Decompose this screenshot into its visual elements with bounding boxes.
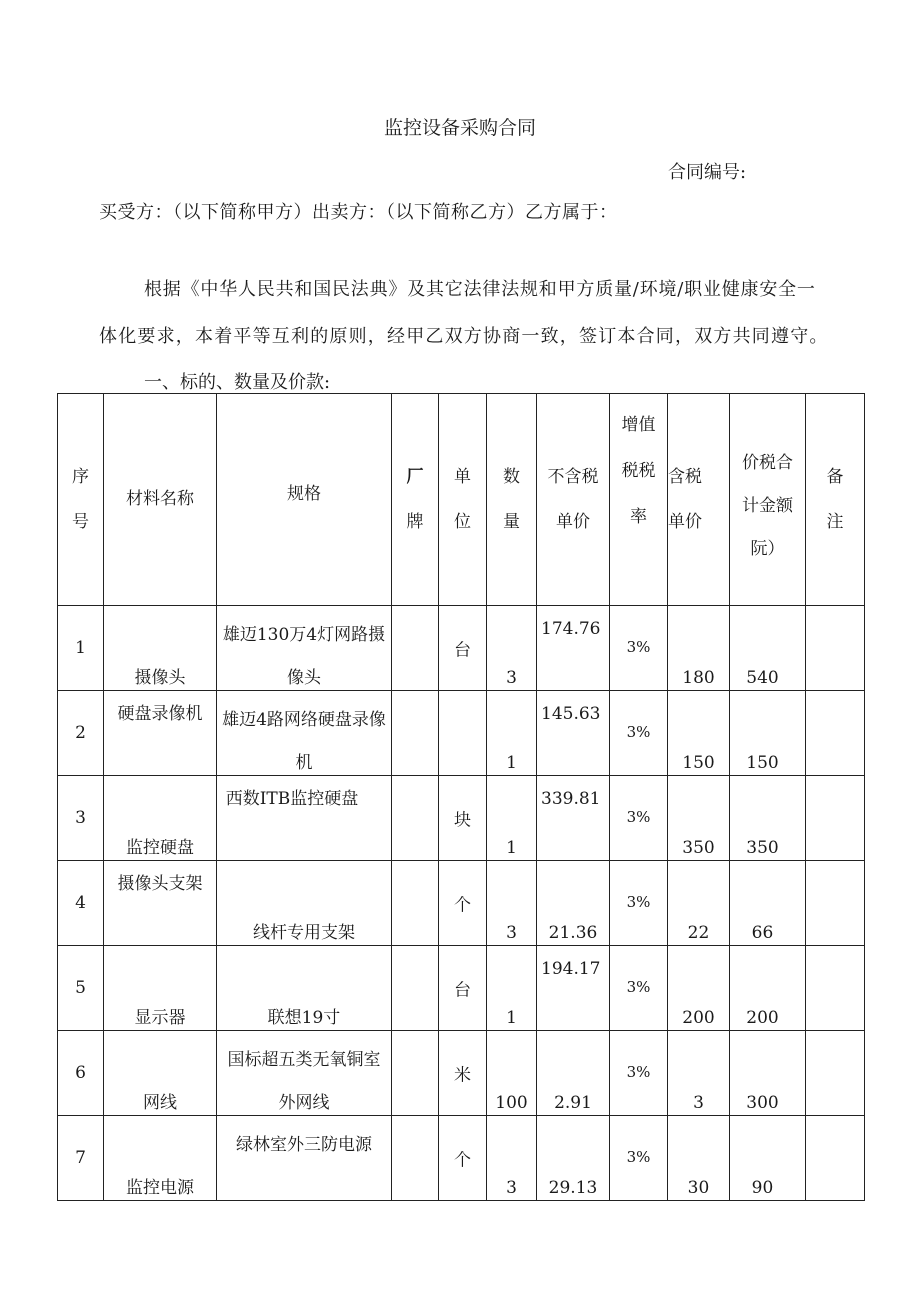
cell-seq: 5: [58, 946, 104, 1031]
cell-price-ex: 29.13: [537, 1116, 610, 1201]
cell-price-ex: 339.81: [537, 776, 610, 861]
preamble-line-2: 体化要求，本着平等互利的原则，经甲乙双方协商一致，签订本合同，双方共同遵守。: [99, 326, 829, 347]
cell-price-ex: 145.63: [537, 691, 610, 776]
cell-price-ex: 2.91: [537, 1031, 610, 1116]
table-row: [58, 606, 865, 691]
cell-brand: [392, 691, 439, 776]
cell-remark: [806, 1031, 865, 1116]
header-name: 材料名称: [104, 394, 217, 606]
contract-number-label: 合同编号:: [668, 162, 747, 183]
cell-total: 90: [730, 1116, 806, 1201]
table-header-row: [58, 394, 865, 606]
cell-total: 540: [730, 606, 806, 691]
header-seq: 序 号: [58, 394, 104, 606]
cell-spec: 联想19寸: [217, 946, 392, 1031]
cell-vat: 3%: [610, 606, 668, 691]
header-price-in: 含税 单价: [668, 394, 730, 606]
cell-spec: 雄迈130万4灯网路摄像头: [217, 606, 392, 691]
cell-remark: [806, 861, 865, 946]
cell-qty: 3: [487, 861, 537, 946]
header-vat: 增值 税税 率: [610, 394, 668, 606]
table-row: [58, 861, 865, 946]
cell-brand: [392, 1031, 439, 1116]
cell-vat: 3%: [610, 691, 668, 776]
cell-name: 监控电源: [104, 1116, 217, 1201]
cell-spec: 西数ITB监控硬盘: [217, 776, 392, 861]
cell-vat: 3%: [610, 861, 668, 946]
cell-unit: 米: [439, 1031, 487, 1116]
cell-seq: 4: [58, 861, 104, 946]
header-price-ex: 不含税 单价: [537, 394, 610, 606]
cell-price-ex: 21.36: [537, 861, 610, 946]
cell-price-in: 150: [668, 691, 730, 776]
cell-seq: 1: [58, 606, 104, 691]
table-row: [58, 776, 865, 861]
cell-price-ex: 174.76: [537, 606, 610, 691]
cell-spec: 线杆专用支架: [217, 861, 392, 946]
cell-brand: [392, 606, 439, 691]
header-spec: 规格: [217, 394, 392, 606]
cell-remark: [806, 776, 865, 861]
header-unit: 单 位: [439, 394, 487, 606]
cell-unit: 块: [439, 776, 487, 861]
cell-qty: 1: [487, 691, 537, 776]
cell-spec: 国标超五类无氧铜室外网线: [217, 1031, 392, 1116]
cell-unit: 个: [439, 1116, 487, 1201]
cell-name: 摄像头支架: [104, 861, 217, 946]
cell-price-in: 30: [668, 1116, 730, 1201]
preamble-line-1: 根据《中华人民共和国民法典》及其它法律法规和甲方质量/环境/职业健康安全一: [144, 279, 816, 300]
table-row: [58, 1031, 865, 1116]
table-row: [58, 691, 865, 776]
cell-vat: 3%: [610, 946, 668, 1031]
cell-brand: [392, 861, 439, 946]
cell-name: 显示器: [104, 946, 217, 1031]
cell-name: 监控硬盘: [104, 776, 217, 861]
cell-brand: [392, 776, 439, 861]
cell-seq: 3: [58, 776, 104, 861]
cell-price-in: 180: [668, 606, 730, 691]
cell-qty: 1: [487, 776, 537, 861]
cell-price-in: 22: [668, 861, 730, 946]
cell-remark: [806, 606, 865, 691]
cell-unit: 个: [439, 861, 487, 946]
cell-seq: 2: [58, 691, 104, 776]
cell-vat: 3%: [610, 1116, 668, 1201]
parties-line: 买受方：（以下简称甲方）出卖方：（以下简称乙方）乙方属于：: [99, 202, 618, 223]
cell-unit: [439, 691, 487, 776]
cell-remark: [806, 946, 865, 1031]
cell-price-ex: 194.17: [537, 946, 610, 1031]
section-heading: 一、标的、数量及价款:: [144, 372, 331, 393]
table-row: [58, 1116, 865, 1201]
cell-vat: 3%: [610, 1031, 668, 1116]
cell-unit: 台: [439, 946, 487, 1031]
cell-vat: 3%: [610, 776, 668, 861]
header-qty: 数 量: [487, 394, 537, 606]
cell-total: 350: [730, 776, 806, 861]
cell-qty: 3: [487, 606, 537, 691]
cell-name: 网线: [104, 1031, 217, 1116]
cell-qty: 1: [487, 946, 537, 1031]
header-brand: 厂 牌: [392, 394, 439, 606]
cell-price-in: 3: [668, 1031, 730, 1116]
cell-total: 66: [730, 861, 806, 946]
cell-unit: 台: [439, 606, 487, 691]
cell-name: 摄像头: [104, 606, 217, 691]
cell-brand: [392, 946, 439, 1031]
cell-price-in: 350: [668, 776, 730, 861]
cell-total: 150: [730, 691, 806, 776]
contract-title: 监控设备采购合同: [383, 117, 536, 139]
cell-total: 200: [730, 946, 806, 1031]
cell-brand: [392, 1116, 439, 1201]
cell-total: 300: [730, 1031, 806, 1116]
header-total: 价税合 计金额 阮）: [730, 394, 806, 606]
cell-name: 硬盘录像机: [104, 691, 217, 776]
cell-spec: 绿林室外三防电源: [217, 1116, 392, 1201]
cell-seq: 6: [58, 1031, 104, 1116]
table-row: [58, 946, 865, 1031]
header-remark: 备 注: [806, 394, 865, 606]
cell-price-in: 200: [668, 946, 730, 1031]
cell-qty: 100: [487, 1031, 537, 1116]
cell-seq: 7: [58, 1116, 104, 1201]
cell-remark: [806, 1116, 865, 1201]
cell-qty: 3: [487, 1116, 537, 1201]
cell-remark: [806, 691, 865, 776]
items-table: [57, 393, 865, 1201]
cell-spec: 雄迈4路网络硬盘录像机: [217, 691, 392, 776]
